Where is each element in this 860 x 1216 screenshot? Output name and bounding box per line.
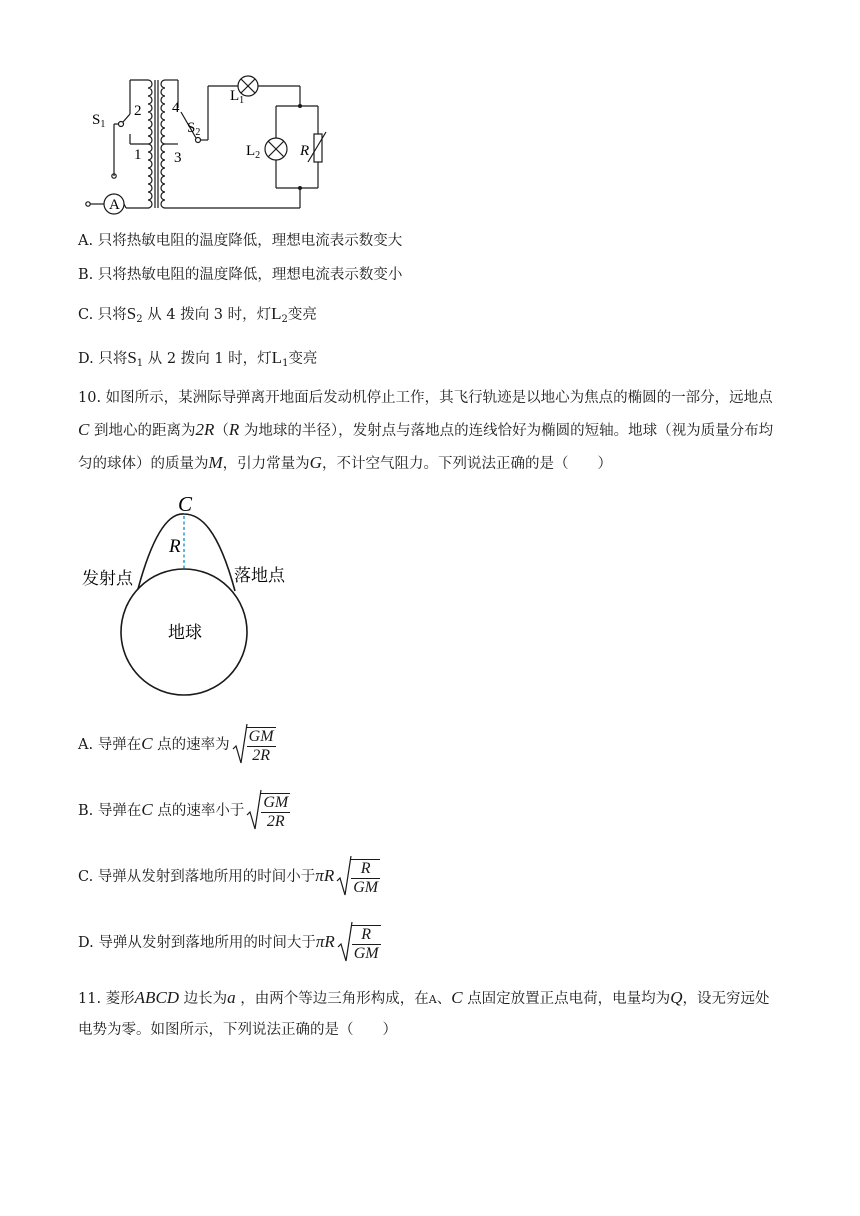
orbit-diagram — [78, 488, 308, 703]
s2-sub: 2 — [195, 127, 201, 138]
q9-option-b: B. 只将热敏电阻的温度降低，理想电流表示数变小 — [78, 267, 403, 283]
sqrt-expression: $\frac{R}{GM}$ — [336, 855, 380, 899]
radius-r-label: R — [169, 536, 181, 557]
q11-stem: 11. 菱形ABCD 边长为a ，由两个等边三角形构成，在A、C 点固定放置正点电荷，电量均为Q，设无穷远处电势为零。如图所示，下列说法正确的是（ ） — [78, 988, 770, 1038]
q9-option-a: A. 只将热敏电阻的温度降低，理想电流表示数变大 — [78, 233, 403, 249]
circuit-diagram — [78, 66, 338, 218]
q10-option-b: B. 导弹在C 点的速率小于 $\frac{GM}{2R}$ — [78, 788, 290, 833]
r-label: R — [300, 143, 310, 159]
svg-text:L1 — [230, 88, 244, 106]
tap-1-label: 1 — [134, 147, 142, 163]
sqrt-expression: $\frac{GM}{2R}$ — [246, 789, 290, 833]
l2-sub: 2 — [255, 150, 261, 161]
q10-option-c: C. 导弹从发射到落地所用的时间小于πR $\frac{R}{GM}$ — [78, 854, 380, 899]
l2-label: L — [246, 143, 256, 159]
q10-option-d: D. 导弹从发射到落地所用的时间大于πR $\frac{R}{GM}$ — [78, 920, 381, 965]
s1-label: S — [92, 112, 101, 128]
svg-text:S2 — [187, 120, 200, 138]
landing-point-label: 落地点 — [234, 566, 285, 586]
s2-label: S — [187, 120, 196, 136]
sqrt-expression: $\frac{GM}{2R}$ — [232, 723, 276, 767]
l1-sub: 1 — [239, 95, 245, 106]
tap-3-label: 3 — [174, 150, 182, 166]
q10-stem: 10. 如图所示，某洲际导弹离开地面后发动机停止工作，其飞行轨迹是以地心为焦点的椭圆的一部分，远地点C 到地心的距离为2R（R 为地球的半径），发射点与落地点的连线恰好为椭圆的短轴。地球（视为质量分布均匀的球体）的质量为M，引力常量为G，不计空气阻力。下列说法正确的是（ ） — [78, 390, 774, 472]
orbit-arc — [138, 514, 235, 591]
launch-point-label: 发射点 — [82, 569, 133, 589]
l1-label: L — [230, 88, 240, 104]
svg-text:S1 — [92, 112, 105, 130]
q9-option-d: D. 只将$S_1$ 从 2 拨向 1 时，灯$L_1$变亮 — [78, 348, 318, 369]
apogee-c-label: C — [178, 492, 193, 516]
tap-4-label: 4 — [172, 100, 180, 116]
svg-text:L2 — [246, 143, 260, 161]
ammeter-label: A — [109, 197, 120, 213]
tap-2-label: 2 — [134, 103, 142, 119]
q10-option-a: A. 导弹在C 点的速率为 $\frac{GM}{2R}$ — [78, 722, 276, 767]
earth-label: 地球 — [168, 623, 202, 643]
s1-sub: 1 — [100, 119, 106, 130]
q9-option-c: C. 只将$S_2$ 从 4 拨向 3 时，灯$L_2$变亮 — [78, 304, 317, 325]
sqrt-expression: $\frac{R}{GM}$ — [337, 921, 381, 965]
